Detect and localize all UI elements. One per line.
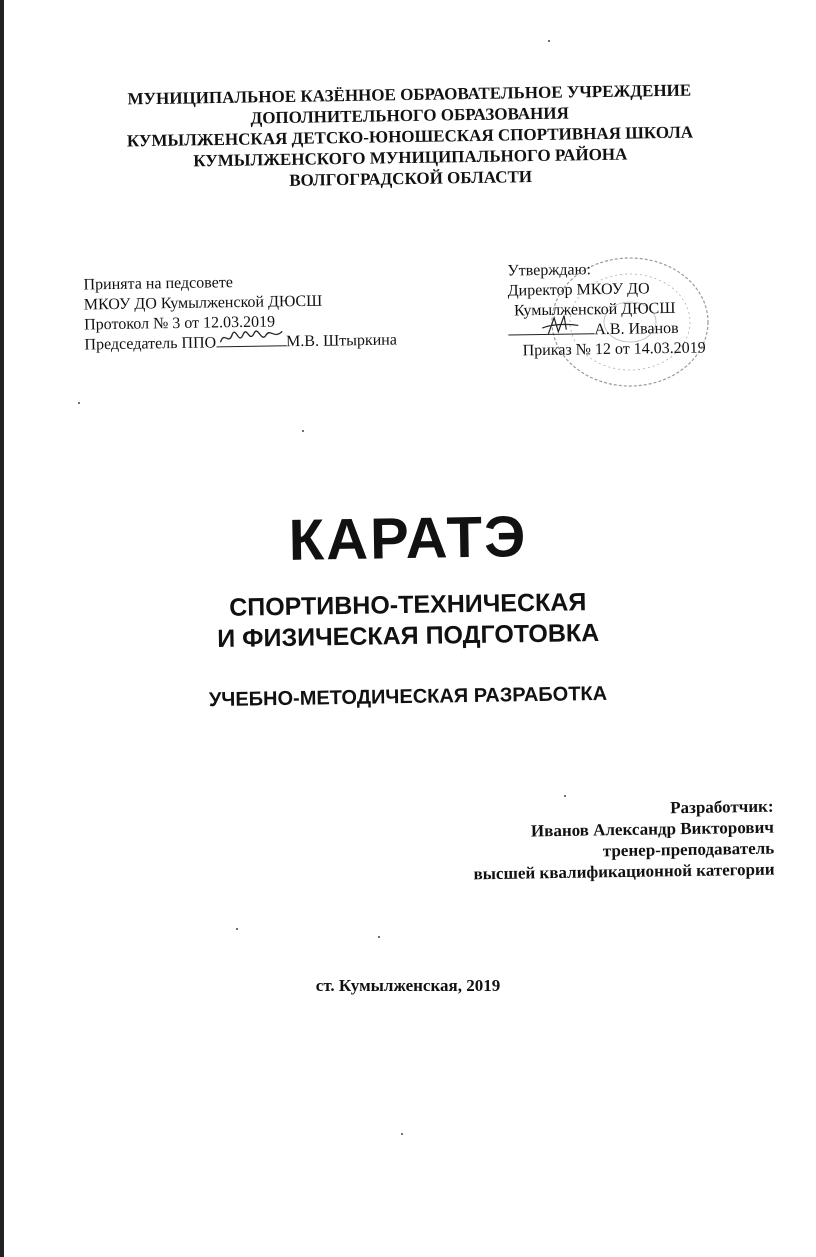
- document-title: КАРАТЭ: [288, 504, 528, 573]
- approval-right-line: Директор МКОУ ДО: [507, 280, 650, 300]
- signature-underline: [508, 321, 594, 335]
- approval-left-line: Принята на педсовете: [83, 274, 233, 294]
- developer-block: [472, 796, 774, 885]
- scan-speck: [548, 40, 550, 42]
- scan-speck: [564, 795, 566, 797]
- director-name: А.В. Иванов: [594, 319, 679, 339]
- developer-name: Иванов Александр Викторович: [530, 817, 774, 841]
- chair-prefix: Председатель ППО: [84, 334, 217, 354]
- document-type: УЧЕБНО-МЕТОДИЧЕСКАЯ РАЗРАБОТКА: [208, 682, 608, 712]
- institution-header: [109, 79, 711, 193]
- scan-speck: [78, 402, 80, 404]
- developer-label: Разработчик:: [669, 796, 774, 818]
- header-line: КУМЫЛЖЕНСКОГО МУНИЦИПАЛЬНОГО РАЙОНА: [193, 144, 628, 171]
- header-line: МУНИЦИПАЛЬНОЕ КАЗЁННОЕ ОБРАОВАТЕЛЬНОЕ УЧРЕЖДЕНИЕ: [127, 80, 692, 109]
- approval-left-line: МКОУ ДО Кумылженской ДЮСШ: [83, 292, 323, 314]
- approval-right-line: Утверждаю:: [507, 261, 592, 280]
- scan-speck: [401, 1133, 403, 1135]
- chair-signature-icon: [216, 325, 286, 348]
- developer-position: тренер-преподаватель: [602, 838, 775, 861]
- place-and-year: ст. Кумылженская, 2019: [315, 976, 501, 995]
- signature-underline: [216, 333, 286, 347]
- developer-category: высшей квалификационной категории: [473, 859, 775, 884]
- header-line: КУМЫЛЖЕНСКАЯ ДЕТСКО-ЮНОШЕСКАЯ СПОРТИВНАЯ ШКОЛА: [126, 122, 694, 151]
- director-signature-icon: [508, 313, 594, 338]
- pedagogical-council-approval: [83, 271, 397, 356]
- header-line: ВОЛГОГРАДСКОЙ ОБЛАСТИ: [289, 167, 533, 190]
- chair-name: М.В. Штыркина: [285, 331, 397, 351]
- subtitle-line: СПОРТИВНО-ТЕХНИЧЕСКАЯ: [228, 588, 587, 622]
- approval-right-line: Кумылженской ДЮСШ: [513, 299, 676, 320]
- document-subtitle: [0, 584, 816, 659]
- director-approval: [507, 258, 706, 361]
- order-line: Приказ № 12 от 14.03.2019: [522, 339, 706, 360]
- subtitle-line: И ФИЗИЧЕСКАЯ ПОДГОТОВКА: [217, 618, 600, 653]
- scan-speck: [378, 936, 380, 938]
- approval-left-line: Протокол № 3 от 12.03.2019: [84, 313, 276, 334]
- chair-signature-line: [84, 331, 397, 356]
- header-line: ДОПОЛНИТЕЛЬНОГО ОБРАЗОВАНИЯ: [250, 103, 569, 128]
- scan-speck: [302, 430, 304, 432]
- scan-speck: [236, 928, 238, 930]
